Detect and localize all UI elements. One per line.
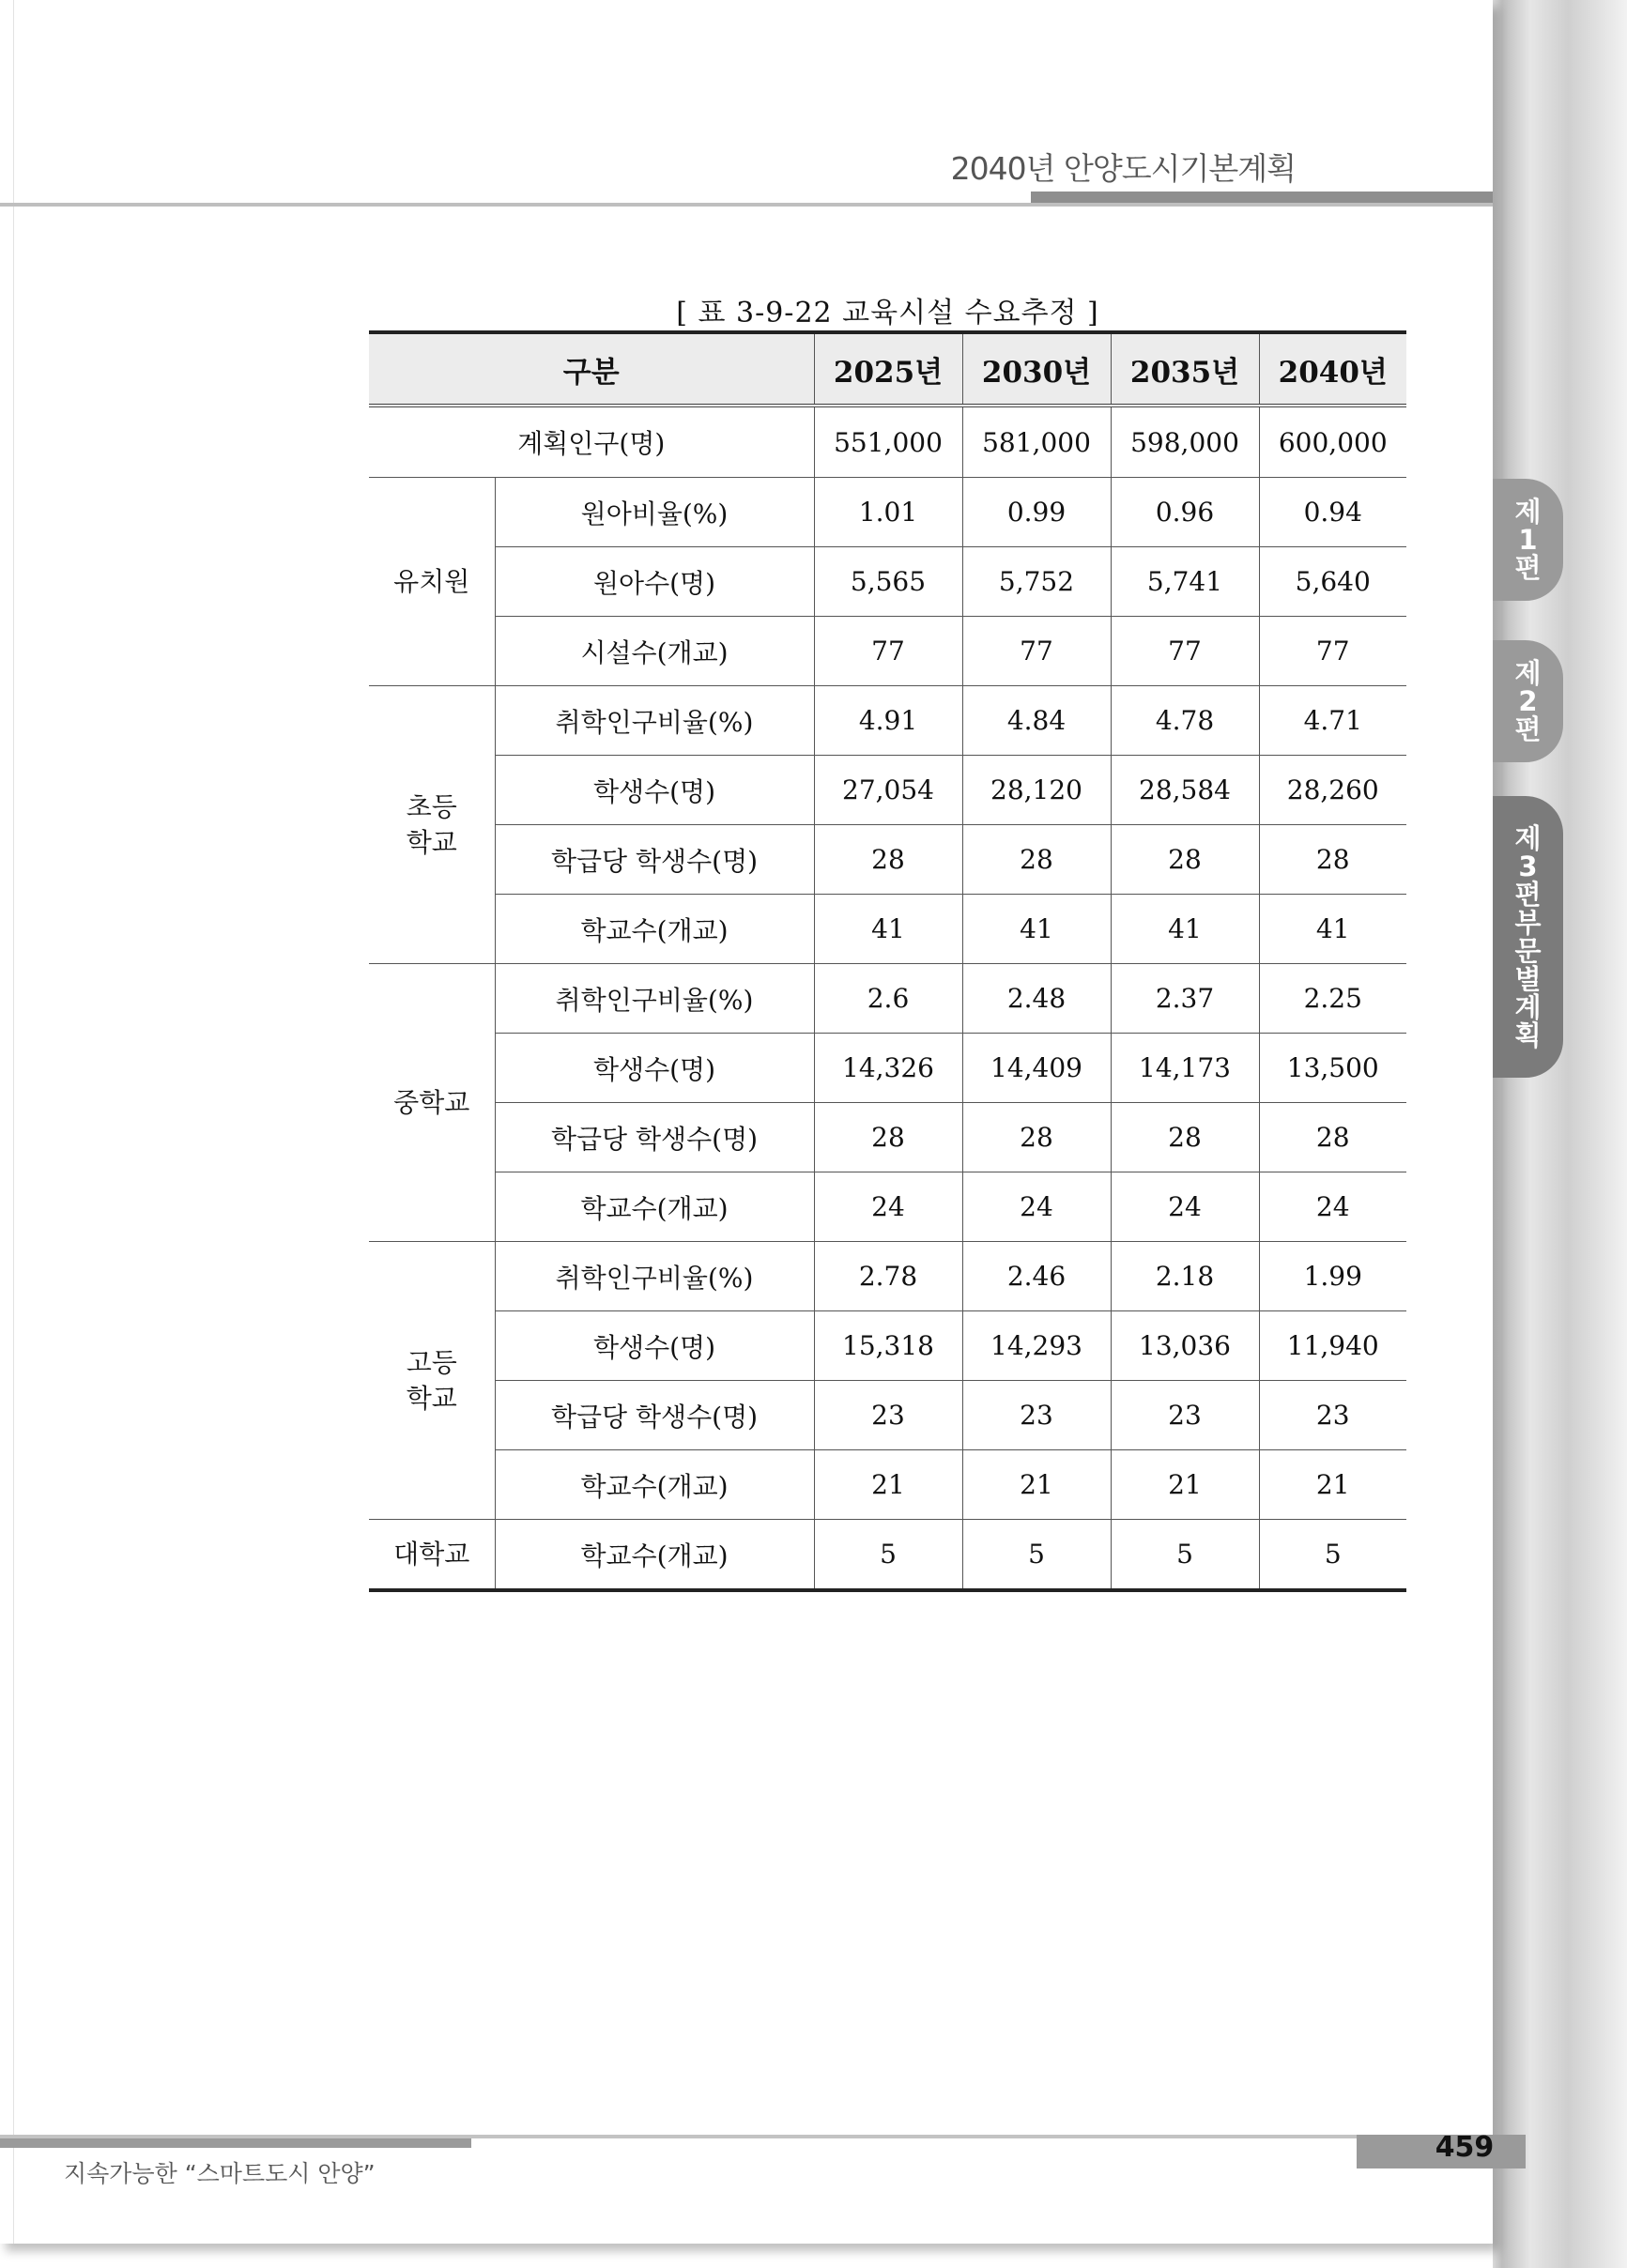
cell: 598,000 (1111, 406, 1259, 478)
table-row (369, 547, 1406, 617)
cell: 581,000 (962, 406, 1111, 478)
row-label: 학급당 학생수(명) (495, 825, 814, 895)
cell: 28 (1111, 825, 1259, 895)
table-row (369, 1311, 1406, 1381)
row-label: 학교수(개교) (495, 1520, 814, 1591)
table-row (369, 617, 1406, 686)
header-rule (0, 203, 1493, 207)
cell: 24 (1111, 1172, 1259, 1242)
table-row (369, 825, 1406, 895)
table-caption: [ 표 3-9-22 교육시설 수요추정 ] (676, 297, 1099, 329)
cell: 0.94 (1259, 478, 1406, 547)
header-cell: 2040년 (1259, 332, 1406, 406)
side-tab-part-2[interactable] (1493, 640, 1563, 762)
cell: 77 (1111, 617, 1259, 686)
cell: 41 (1259, 895, 1406, 964)
cell: 2.78 (814, 1242, 962, 1311)
cell: 13,500 (1259, 1034, 1406, 1103)
cell: 551,000 (814, 406, 962, 478)
cell: 4.84 (962, 686, 1111, 756)
cell: 41 (1111, 895, 1259, 964)
row-label: 학급당 학생수(명) (495, 1103, 814, 1172)
side-tab-char: 문 (1514, 935, 1542, 967)
cell: 0.99 (962, 478, 1111, 547)
group-label: 중학교 (369, 964, 495, 1242)
cell: 28,120 (962, 756, 1111, 825)
cell: 28 (814, 825, 962, 895)
cell: 5 (1259, 1520, 1406, 1591)
cell: 4.91 (814, 686, 962, 756)
side-tab-char: 부 (1514, 907, 1542, 939)
side-tab-char: 획 (1514, 1019, 1542, 1051)
table-row (369, 1034, 1406, 1103)
table-row (369, 1103, 1406, 1172)
row-label: 원아비율(%) (495, 478, 814, 547)
table-row (369, 478, 1406, 547)
table-header-row (369, 332, 1406, 406)
cell: 28 (962, 825, 1111, 895)
cell: 28 (1259, 1103, 1406, 1172)
cell: 28,260 (1259, 756, 1406, 825)
cell: 28 (814, 1103, 962, 1172)
table-row (369, 1381, 1406, 1450)
row-label: 취학인구비율(%) (495, 964, 814, 1034)
cell: 13,036 (1111, 1311, 1259, 1381)
side-tab-char: 별 (1514, 963, 1542, 995)
side-tab-part-3[interactable] (1493, 796, 1563, 1078)
cell: 11,940 (1259, 1311, 1406, 1381)
cell: 28 (1259, 825, 1406, 895)
cell: 5,741 (1111, 547, 1259, 617)
side-tab-char: 제 (1514, 496, 1542, 528)
side-tab-char: 편 (1514, 713, 1542, 745)
cell: 0.96 (1111, 478, 1259, 547)
cell: 28 (962, 1103, 1111, 1172)
row-label: 취학인구비율(%) (495, 686, 814, 756)
side-tab-char: 제 (1514, 822, 1542, 854)
header-cell: 2035년 (1111, 332, 1259, 406)
margin-line (13, 0, 14, 2244)
table-row (369, 686, 1406, 756)
cell: 2.46 (962, 1242, 1111, 1311)
side-tab-char: 편 (1514, 552, 1542, 584)
side-tab-char: 제 (1514, 657, 1542, 689)
cell: 41 (814, 895, 962, 964)
cell: 77 (962, 617, 1111, 686)
group-label: 유치원 (369, 478, 495, 686)
cell: 2.37 (1111, 964, 1259, 1034)
group-label: 고등 학교 (369, 1242, 495, 1520)
side-tab-char: 편 (1514, 879, 1542, 911)
cell: 21 (1111, 1450, 1259, 1520)
cell: 14,409 (962, 1034, 1111, 1103)
cell: 5 (1111, 1520, 1259, 1591)
cell: 77 (814, 617, 962, 686)
header-cell: 2030년 (962, 332, 1111, 406)
row-label: 학생수(명) (495, 1311, 814, 1381)
table-row (369, 1172, 1406, 1242)
cell: 5 (962, 1520, 1111, 1591)
cell: 2.48 (962, 964, 1111, 1034)
cell: 14,326 (814, 1034, 962, 1103)
cell: 4.78 (1111, 686, 1259, 756)
footer-rule-thick (0, 2138, 471, 2148)
row-label: 학교수(개교) (495, 1450, 814, 1520)
cell: 5 (814, 1520, 962, 1591)
row-label: 학교수(개교) (495, 1172, 814, 1242)
row-label: 원아수(명) (495, 547, 814, 617)
row-label: 학급당 학생수(명) (495, 1381, 814, 1450)
cell: 77 (1259, 617, 1406, 686)
cell: 27,054 (814, 756, 962, 825)
row-label: 학생수(명) (495, 756, 814, 825)
side-tab-part-1[interactable] (1493, 479, 1563, 601)
cell: 5,565 (814, 547, 962, 617)
cell: 24 (814, 1172, 962, 1242)
cell: 2.25 (1259, 964, 1406, 1034)
cell: 5,640 (1259, 547, 1406, 617)
footer-slogan: 지속가능한 “스마트도시 안양” (64, 2160, 376, 2187)
side-tab-char: 계 (1514, 991, 1542, 1023)
cell: 2.6 (814, 964, 962, 1034)
table-row (369, 1242, 1406, 1311)
cell: 21 (962, 1450, 1111, 1520)
cell: 23 (962, 1381, 1111, 1450)
header-title: 2040년 안양도시기본계획 (950, 150, 1296, 187)
cell: 28 (1111, 1103, 1259, 1172)
cell: 28,584 (1111, 756, 1259, 825)
group-label: 초등 학교 (369, 686, 495, 964)
cell: 4.71 (1259, 686, 1406, 756)
side-tab-char: 1 (1518, 524, 1538, 556)
row-label: 학생수(명) (495, 1034, 814, 1103)
table-row (369, 895, 1406, 964)
cell: 2.18 (1111, 1242, 1259, 1311)
side-tab-char: 3 (1518, 850, 1538, 882)
row-label: 학교수(개교) (495, 895, 814, 964)
education-facility-table (369, 330, 1406, 1592)
table-row (369, 964, 1406, 1034)
header-cell: 구분 (369, 332, 814, 406)
table-row (369, 406, 1406, 478)
cell: 1.01 (814, 478, 962, 547)
cell: 1.99 (1259, 1242, 1406, 1311)
cell: 23 (1259, 1381, 1406, 1450)
page-number: 459 (1435, 2131, 1495, 2164)
page-edge (1493, 0, 1627, 2268)
cell: 600,000 (1259, 406, 1406, 478)
table-row (369, 1520, 1406, 1591)
table-row (369, 1450, 1406, 1520)
header-cell: 2025년 (814, 332, 962, 406)
side-tab-char: 2 (1518, 685, 1538, 717)
cell: 21 (814, 1450, 962, 1520)
cell: 14,173 (1111, 1034, 1259, 1103)
row-label: 계획인구(명) (369, 406, 814, 478)
cell: 41 (962, 895, 1111, 964)
cell: 5,752 (962, 547, 1111, 617)
group-label: 대학교 (369, 1520, 495, 1591)
cell: 21 (1259, 1450, 1406, 1520)
cell: 15,318 (814, 1311, 962, 1381)
row-label: 취학인구비율(%) (495, 1242, 814, 1311)
cell: 24 (1259, 1172, 1406, 1242)
table-body (369, 406, 1406, 1590)
header-rule-thick (1031, 192, 1493, 203)
cell: 24 (962, 1172, 1111, 1242)
table-row (369, 756, 1406, 825)
cell: 23 (814, 1381, 962, 1450)
cell: 14,293 (962, 1311, 1111, 1381)
row-label: 시설수(개교) (495, 617, 814, 686)
cell: 23 (1111, 1381, 1259, 1450)
